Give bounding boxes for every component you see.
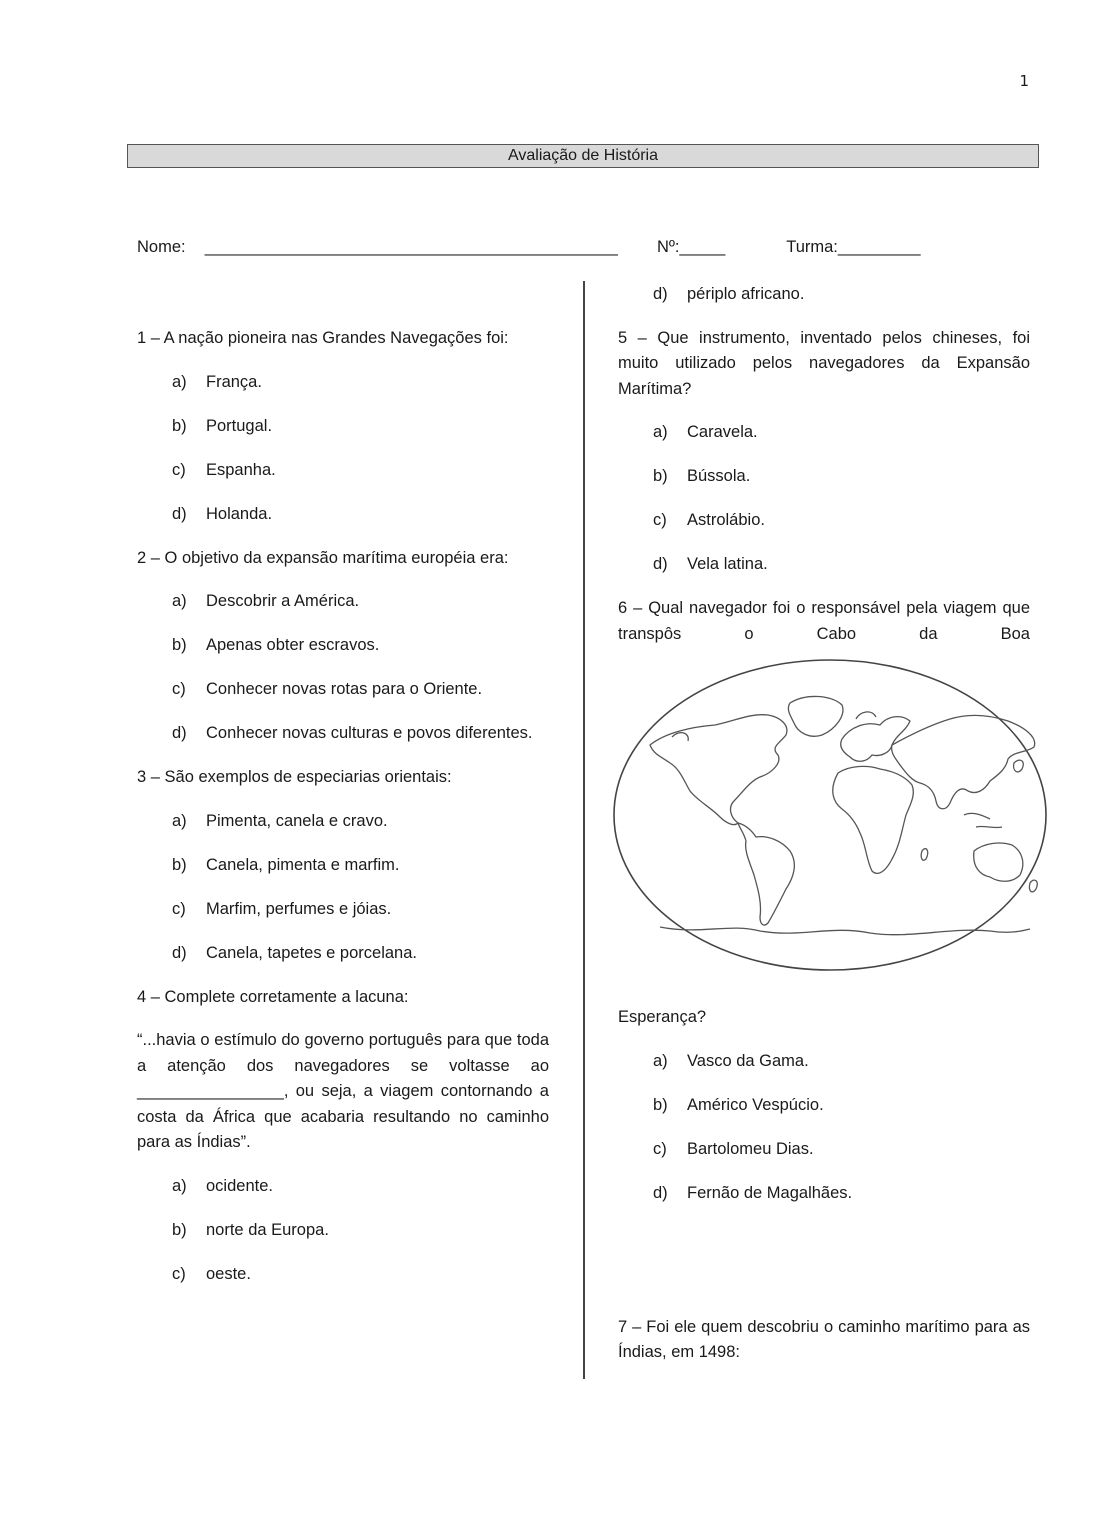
- question-6: 6 – Qual navegador foi o responsável pela viagem que transpôs o Cabo da Boa: [618, 599, 1030, 643]
- q2-option-c: c) Conhecer novas rotas para o Oriente.: [172, 680, 483, 698]
- q6-option-b: b) Américo Vespúcio.: [653, 1095, 824, 1114]
- student-header: [137, 238, 997, 257]
- world-map-icon: [610, 655, 1050, 975]
- question-6-end: Esperança?: [618, 1008, 707, 1026]
- page-number: 1: [1019, 72, 1029, 90]
- question-5: 5 – Que instrumento, inventado pelos chineses, foi muito utilizado pelos navegadores da Expansão Marítima?: [618, 328, 1030, 398]
- q3-option-d: d) Canela, tapetes e porcelana.: [172, 943, 417, 962]
- q2-option-a: a) Descobrir a América.: [172, 592, 360, 610]
- column-divider: [583, 281, 585, 1379]
- q1-option-d: d) Holanda.: [172, 504, 273, 523]
- q5-option-b: b) Bússola.: [653, 467, 751, 485]
- q6-option-d: d) Fernão de Magalhães.: [653, 1183, 853, 1202]
- q5-option-d: d) Vela latina.: [653, 555, 768, 573]
- q2-option-b: b) Apenas obter escravos.: [172, 636, 380, 654]
- number-label: Nº:: [656, 238, 680, 256]
- q4-option-b: b) norte da Europa.: [172, 1220, 329, 1239]
- q6-option-c: c) Bartolomeu Dias.: [653, 1139, 814, 1158]
- name-label: Nome:: [137, 238, 186, 256]
- class-blank: _________: [837, 238, 921, 256]
- q4-option-d: d) périplo africano.: [653, 285, 805, 303]
- question-2: 2 – O objetivo da expansão marítima européia era:: [137, 548, 509, 567]
- question-4-quote: [137, 1028, 549, 1156]
- q1-option-b: b) Portugal.: [172, 416, 273, 435]
- quote-part-1: “...havia o estímulo do governo português para que toda a atenção dos navegadores se voltasse ao: [137, 1031, 549, 1075]
- q3-option-b: b) Canela, pimenta e marfim.: [172, 855, 400, 874]
- q3-option-c: c) Marfim, perfumes e jóias.: [172, 899, 392, 918]
- q4-option-c: c) oeste.: [172, 1264, 251, 1283]
- q3-option-a: a) Pimenta, canela e cravo.: [172, 811, 388, 830]
- q4-option-a: a) ocidente.: [172, 1176, 273, 1195]
- q1-option-c: c) Espanha.: [172, 460, 276, 479]
- question-7: 7 – Foi ele quem descobriu o caminho marítimo para as Índias, em 1498:: [618, 1317, 1030, 1361]
- name-blank: _____________________________________________: [204, 238, 618, 256]
- class-label: Turma:: [786, 238, 838, 256]
- page-title: Avaliação de História: [127, 144, 1039, 168]
- quote-blank: ________________: [137, 1082, 284, 1100]
- q6-option-a: a) Vasco da Gama.: [653, 1051, 809, 1070]
- left-column: [137, 326, 549, 1306]
- q5-option-c: c) Astrolábio.: [653, 511, 765, 529]
- number-blank: _____: [679, 238, 726, 256]
- q1-option-a: a) França.: [172, 372, 262, 391]
- question-3: 3 – São exemplos de especiarias orientais:: [137, 768, 452, 786]
- q2-option-d: d) Conhecer novas culturas e povos diferentes.: [172, 724, 533, 742]
- quote-part-2: , ou seja, a viagem contornando a costa da África que acabaria resultando no caminho para as Índias”.: [137, 1082, 549, 1151]
- question-4: 4 – Complete corretamente a lacuna:: [137, 987, 409, 1006]
- q5-option-a: a) Caravela.: [653, 423, 758, 441]
- question-1: 1 – A nação pioneira nas Grandes Navegações foi:: [137, 329, 509, 347]
